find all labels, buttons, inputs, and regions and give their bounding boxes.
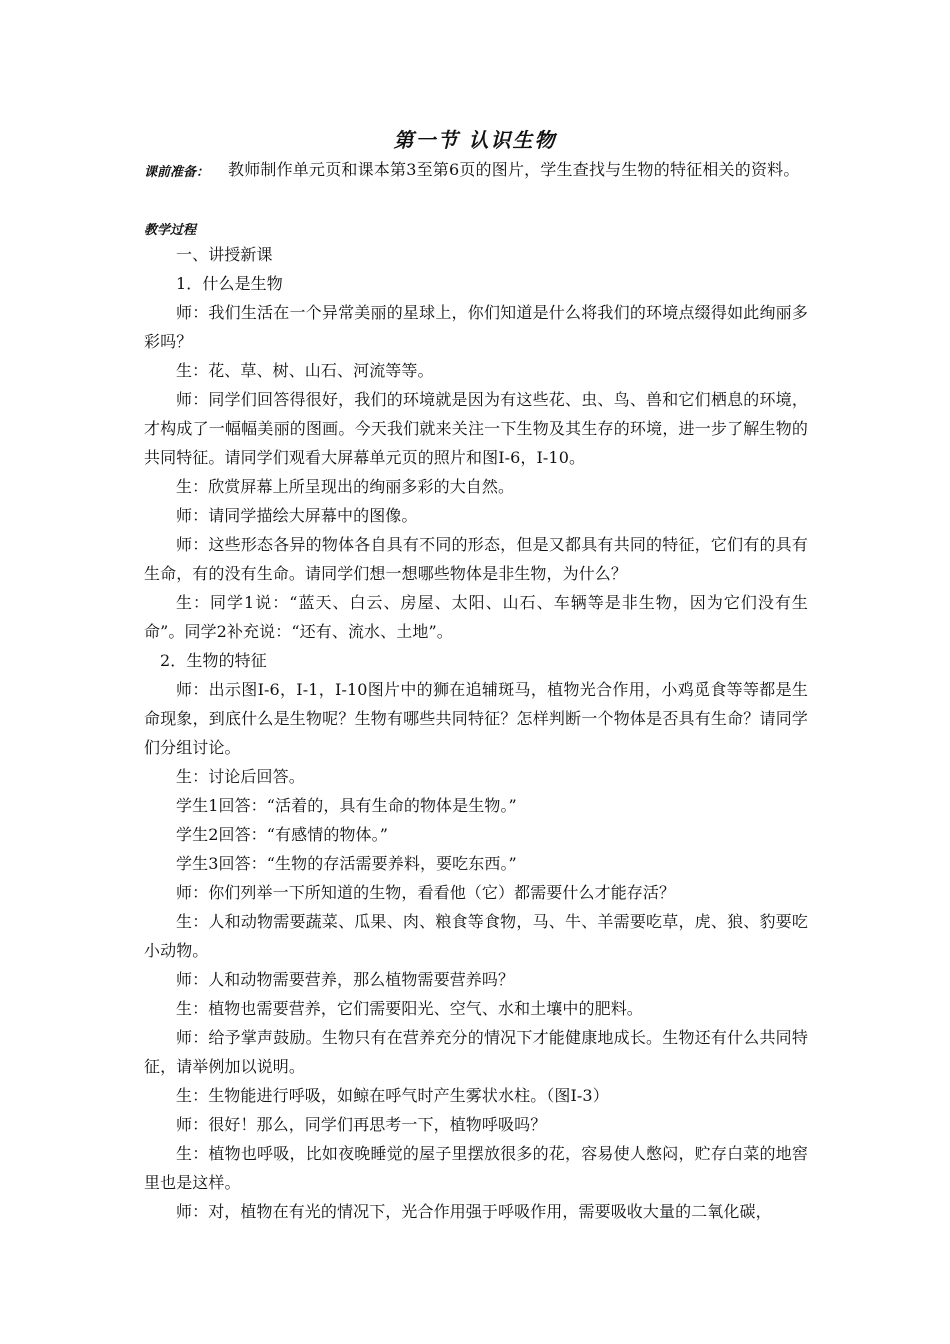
paragraph: 生：讨论后回答。 bbox=[176, 767, 305, 786]
paragraph: 学生1回答：“活着的，具有生命的物体是生物。” bbox=[176, 796, 517, 815]
paragraph: 师：给予掌声鼓励。生物只有在营养充分的情况下才能健康地成长。生物还有什么共同特征，请举例加以说明。 bbox=[144, 1028, 808, 1076]
paragraph: 生：生物能进行呼吸，如鲸在呼气时产生雾状水柱。（图I-3） bbox=[176, 1086, 609, 1105]
paragraph: 师：人和动物需要营养，那么植物需要营养吗？ bbox=[176, 970, 515, 989]
lesson-body bbox=[144, 240, 808, 1226]
paragraph: 师：同学们回答得很好，我们的环境就是因为有这些花、虫、鸟、兽和它们栖息的环境，才构成了一幅幅美丽的图画。今天我们就来关注一下生物及其生存的环境，进一步了解生物的共同特征。请同学们观看大屏幕单元页的照片和图I-6，I-10。 bbox=[144, 390, 808, 467]
paragraph: 师：对，植物在有光的情况下，光合作用强于呼吸作用，需要吸收大量的二氧化碳， bbox=[176, 1202, 772, 1221]
paragraph: 师：请同学描绘大屏幕中的图像。 bbox=[176, 506, 418, 525]
paragraph: 师：很好！那么，同学们再思考一下，植物呼吸吗？ bbox=[176, 1115, 547, 1134]
page-title: 第一节 认识生物 bbox=[393, 128, 557, 152]
paragraph: 学生3回答：“生物的存活需要养料，要吃东西。” bbox=[176, 854, 517, 873]
prep-text: 教师制作单元页和课本第3至第6页的图片，学生查找与生物的特征相关的资料。 bbox=[228, 160, 800, 179]
paragraph: 学生2回答：“有感情的物体。” bbox=[176, 825, 389, 844]
paragraph: 师：出示图I-6，I-1，I-10图片中的狮在追辅斑马，植物光合作用，小鸡觅食等等都是生命现象，到底什么是生物呢？生物有哪些共同特征？怎样判断一个物体是否具有生命？请同学们分组讨论。 bbox=[144, 680, 808, 757]
paragraph: 生：同学1说：“蓝天、白云、房屋、太阳、山石、车辆等是非生物，因为它们没有生命”。同学2补充说：“还有、流水、土地”。 bbox=[144, 593, 808, 641]
paragraph: 生：花、草、树、山石、河流等等。 bbox=[176, 361, 434, 380]
paragraph: 2．生物的特征 bbox=[160, 651, 267, 670]
paragraph: 师：我们生活在一个异常美丽的星球上，你们知道是什么将我们的环境点缀得如此绚丽多彩吗？ bbox=[144, 303, 808, 351]
paragraph: 生：植物也需要营养，它们需要阳光、空气、水和土壤中的肥料。 bbox=[176, 999, 643, 1018]
prep-label: 课前准备： bbox=[144, 165, 210, 180]
paragraph: 师：这些形态各异的物体各自具有不同的形态，但是又都具有共同的特征，它们有的具有生命，有的没有生命。请同学们想一想哪些物体是非生物，为什么？ bbox=[144, 535, 808, 583]
paragraph: 生：欣赏屏幕上所呈现出的绚丽多彩的大自然。 bbox=[176, 477, 515, 496]
paragraph: 生：人和动物需要蔬菜、瓜果、肉、粮食等食物，马、牛、羊需要吃草，虎、狼、豹要吃小动物。 bbox=[144, 912, 808, 960]
paragraph: 师：你们列举一下所知道的生物，看看他（它）都需要什么才能存活？ bbox=[176, 883, 676, 902]
section-label: 教学过程 bbox=[144, 223, 197, 238]
paragraph: 一、讲授新课 bbox=[176, 245, 273, 264]
paragraph: 1．什么是生物 bbox=[176, 274, 283, 293]
paragraph: 生：植物也呼吸，比如夜晚睡觉的屋子里摆放很多的花，容易使人憋闷，贮存白菜的地窖里也是这样。 bbox=[144, 1144, 808, 1192]
